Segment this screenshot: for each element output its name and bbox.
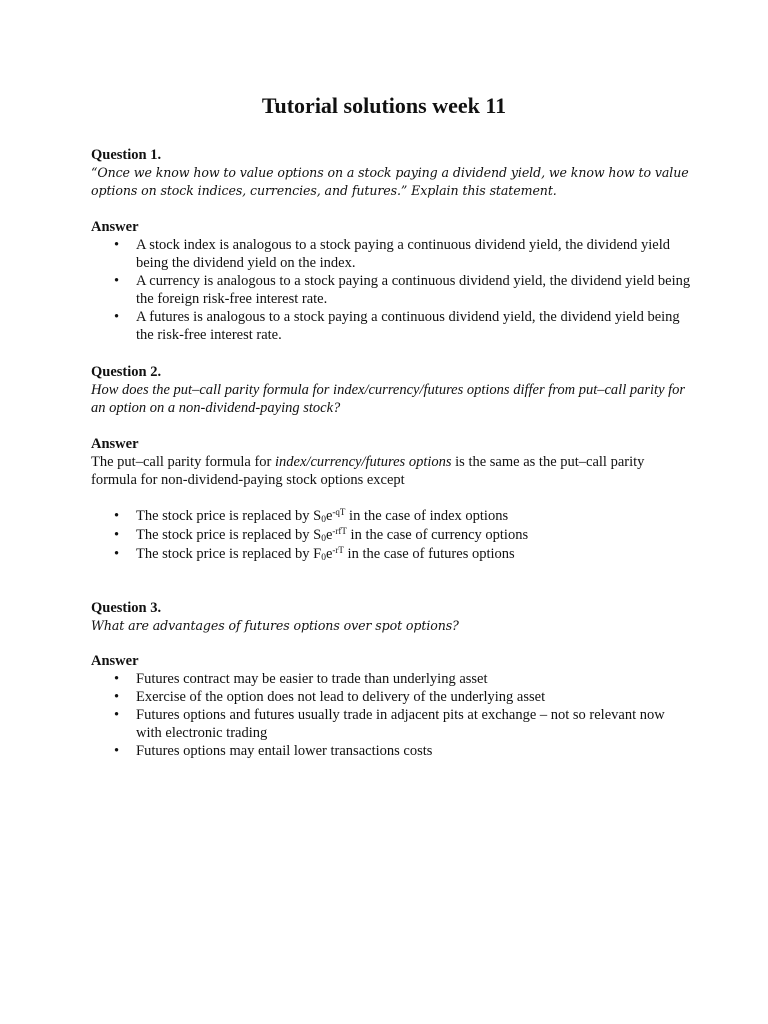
bullet-icon: •	[114, 707, 120, 723]
formula-superscript: -rT	[332, 545, 344, 555]
bullet-icon: •	[114, 689, 120, 705]
bullet-icon: •	[114, 508, 120, 524]
answer-3-list	[91, 670, 691, 760]
answer-2-section	[91, 435, 691, 489]
bullet-icon: •	[114, 309, 120, 325]
list-item	[91, 526, 691, 544]
question-2-heading: Question 2.	[91, 364, 162, 380]
formula-exp-base: e	[325, 508, 333, 524]
list-item-text: A currency is analogous to a stock paying a continuous dividend yield, the dividend yield being the foreign risk-free interest rate.	[136, 273, 691, 307]
formula-base: F	[313, 546, 322, 562]
formula-superscript: -qT	[332, 507, 346, 517]
list-item-suffix: in the case of index options	[345, 508, 509, 524]
formula-base: S	[313, 508, 322, 524]
bullet-icon: •	[114, 527, 120, 543]
formula-superscript: -rfT	[332, 526, 347, 536]
list-item	[91, 545, 691, 563]
answer-3-section	[91, 652, 691, 760]
answer-1-list	[91, 236, 691, 344]
list-item	[91, 688, 691, 706]
bullet-icon: •	[114, 273, 120, 289]
list-item	[91, 308, 691, 344]
list-item-prefix: The stock price is replaced by	[136, 546, 314, 562]
list-item-suffix: in the case of currency options	[346, 527, 529, 543]
list-item-text: Futures options may entail lower transactions costs	[136, 743, 433, 759]
formula-subscript: 0	[321, 515, 326, 525]
answer-1-heading: Answer	[91, 219, 139, 235]
list-item-text: A futures is analogous to a stock paying a continuous dividend yield, the dividend yield being the risk-free interest rate.	[136, 309, 680, 343]
answer-2-intro-start: The put–call parity formula for	[91, 454, 276, 470]
question-2-text: How does the put–call parity formula for index/currency/futures options differ from put–call parity for an option on a non-dividend-paying stock?	[91, 382, 686, 416]
list-item	[91, 706, 691, 742]
answer-1-section	[91, 218, 691, 344]
list-item	[91, 236, 691, 272]
list-item-text: A stock index is analogous to a stock paying a continuous dividend yield, the dividend yield being the dividend yield on the index.	[136, 237, 671, 271]
answer-2-intro-italic: index/currency/futures options	[275, 454, 452, 470]
question-1-heading: Question 1.	[91, 147, 162, 163]
bullet-icon: •	[114, 546, 120, 562]
formula-base: S	[313, 527, 322, 543]
question-1-text: “Once we know how to value options on a stock paying a dividend yield, we know how to value options on stock indices, currencies, and futures.” Explain this statement.	[91, 165, 689, 198]
list-item-prefix: The stock price is replaced by	[136, 508, 314, 524]
answer-2-heading: Answer	[91, 436, 139, 452]
answer-2-list	[91, 507, 691, 563]
list-item-text: Futures contract may be easier to trade than underlying asset	[136, 671, 488, 687]
answer-2-intro-end: is the same as the put–call parity formula for non-dividend-paying stock options except	[91, 454, 645, 488]
question-1-section	[91, 146, 691, 200]
bullet-icon: •	[114, 743, 120, 759]
question-3-text: What are advantages of futures options over spot options?	[91, 618, 459, 633]
formula-subscript: 0	[321, 534, 326, 544]
document-title: Tutorial solutions week 11	[261, 93, 507, 118]
formula-exp-base: e	[325, 527, 333, 543]
formula-subscript: 0	[321, 553, 326, 563]
answer-2-bullets-section	[91, 507, 691, 563]
list-item	[91, 507, 691, 525]
question-3-section	[91, 599, 691, 635]
list-item-suffix: in the case of futures options	[343, 546, 515, 562]
question-2-section	[91, 363, 691, 417]
list-item	[91, 670, 691, 688]
list-item	[91, 742, 691, 760]
bullet-icon: •	[114, 237, 120, 253]
answer-2-intro	[91, 453, 691, 489]
list-item	[91, 272, 691, 308]
question-3-heading: Question 3.	[91, 600, 162, 616]
answer-3-heading: Answer	[91, 653, 139, 669]
formula-exp-base: e	[325, 546, 333, 562]
list-item-prefix: The stock price is replaced by	[136, 527, 314, 543]
list-item-text: Exercise of the option does not lead to delivery of the underlying asset	[136, 689, 546, 705]
bullet-icon: •	[114, 671, 120, 687]
list-item-text: Futures options and futures usually trade in adjacent pits at exchange – not so relevant now with electronic trading	[136, 707, 665, 741]
